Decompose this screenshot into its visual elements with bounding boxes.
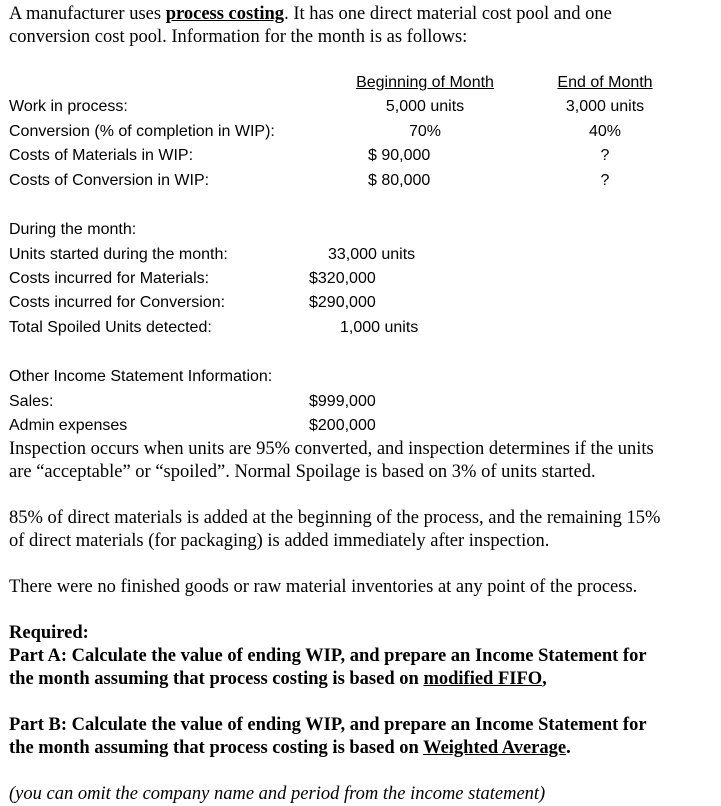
admin-expenses-value: $200,000 bbox=[309, 417, 376, 434]
part-b-line-2 bbox=[9, 737, 571, 760]
part-b-punct: . bbox=[566, 738, 571, 758]
weighted-average-term: Weighted Average bbox=[423, 738, 567, 758]
beginning-materials-wip: $ 90,000 bbox=[368, 147, 431, 164]
materials-line-1: 85% of direct materials is added at the beginning of the process, and the remaining 15% bbox=[9, 508, 661, 528]
materials-costs-value: $320,000 bbox=[309, 270, 376, 287]
part-a-line-2 bbox=[9, 668, 547, 691]
row-label-sales: Sales: bbox=[9, 392, 54, 410]
row-label-spoiled-units: Total Spoiled Units detected: bbox=[9, 318, 212, 336]
part-a-line-1: Part A: Calculate the value of ending WIP, and prepare an Income Statement for bbox=[9, 646, 647, 666]
beginning-conversion: 70% bbox=[408, 122, 442, 140]
process-costing-term: process costing bbox=[165, 4, 285, 24]
required-heading: Required: bbox=[9, 623, 89, 643]
inspection-line-1: Inspection occurs when units are 95% converted, and inspection determines if the units bbox=[9, 439, 654, 459]
end-materials-wip: ? bbox=[600, 147, 610, 164]
part-b-line-1: Part B: Calculate the value of ending WIP, and prepare an Income Statement for bbox=[9, 715, 647, 735]
header-end-of-month: End of Month bbox=[557, 74, 653, 91]
row-label-conversion: Conversion (% of completion in WIP): bbox=[9, 122, 275, 140]
end-work-in-process: 3,000 units bbox=[565, 98, 645, 115]
sales-value: $999,000 bbox=[309, 392, 376, 410]
beginning-work-in-process: 5,000 units bbox=[385, 98, 465, 115]
row-label-materials-costs: Costs incurred for Materials: bbox=[9, 270, 210, 287]
part-b-text: the month assuming that process costing is based on bbox=[9, 738, 424, 758]
row-label-conversion-costs: Costs incurred for Conversion: bbox=[9, 294, 226, 311]
end-conversion: 40% bbox=[588, 122, 622, 140]
intro-text-end: . It has one direct material cost pool and one bbox=[284, 4, 612, 24]
spoiled-units-value: 1,000 units bbox=[340, 318, 419, 336]
row-label-materials-wip: Costs of Materials in WIP: bbox=[9, 147, 194, 164]
header-beginning-of-month: Beginning of Month bbox=[356, 74, 494, 91]
intro-line-2: conversion cost pool. Information for the month is as follows: bbox=[9, 27, 468, 47]
conversion-costs-value: $290,000 bbox=[309, 294, 376, 311]
inventory-note: There were no finished goods or raw material inventories at any point of the process. bbox=[9, 577, 638, 597]
materials-line-2: of direct materials (for packaging) is added immediately after inspection. bbox=[9, 531, 550, 551]
intro-text: A manufacturer uses bbox=[9, 4, 166, 24]
end-conversion-wip: ? bbox=[600, 171, 610, 189]
row-label-units-started: Units started during the month: bbox=[9, 245, 228, 263]
row-label-work-in-process: Work in process: bbox=[9, 98, 128, 115]
omit-note: (you can omit the company name and period from the income statement) bbox=[9, 784, 546, 804]
during-heading: During the month: bbox=[9, 221, 137, 238]
part-a-punct: , bbox=[542, 669, 547, 689]
inspection-line-2: are “acceptable” or “spoiled”. Normal Spoilage is based on 3% of units started. bbox=[9, 462, 596, 482]
intro-line-1 bbox=[9, 3, 612, 26]
modified-fifo-term: modified FIFO bbox=[423, 669, 543, 689]
units-started-value: 33,000 units bbox=[328, 245, 416, 263]
beginning-conversion-wip: $ 80,000 bbox=[368, 171, 431, 189]
part-a-text: the month assuming that process costing is based on bbox=[9, 669, 424, 689]
other-heading: Other Income Statement Information: bbox=[9, 368, 273, 385]
row-label-admin-expenses: Admin expenses bbox=[9, 417, 128, 434]
row-label-conversion-wip: Costs of Conversion in WIP: bbox=[9, 171, 210, 189]
